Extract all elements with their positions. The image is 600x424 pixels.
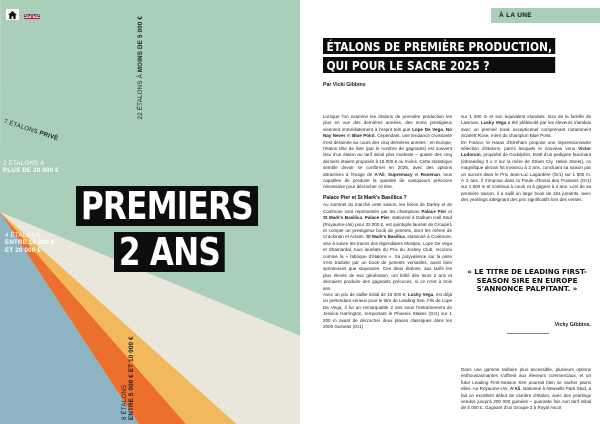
- article-column-1: [323, 114, 452, 414]
- slice-label-7: 7 ÉTALONS PRIVÉ: [2, 118, 60, 143]
- home-button[interactable]: [6, 9, 19, 20]
- headline-line-1: ÉTALONS DE PREMIÈRE PRODUCTION,: [323, 38, 555, 54]
- paragraph: Lorsque l'on examine les étalons de première production les plus en vue des dernières années, des noms prestigieux viennent immédiatement à l'esprit tels que Lope De Vega, No Nay Never et Blue Point. Cependant, une tendance croissante s'est dessinée au cours des cinq dernières années : en Europe, l'étalon tête de liste (par le nombre de gagnants) est souvent issu d'un étalon au tarif initial plus modeste – quatre des cinq derniers étaient proposés à 15 000 € ou moins. Cette statistique semble devoir se confirmer en 2025, avec des options attractives à l'image de A'Ali, Supremacy et Rosenan, tous capables de produire la quantité de vainqueurs précoces nécessaire pour décrocher ce titre.: [323, 114, 452, 190]
- headline-line-2: QUI POUR LE SACRE 2025 ?: [323, 57, 555, 73]
- paragraph: Au sommet du marché cette saison, les héros de Darley et de Coolmore sont représentés par les champions Palace Pier et St Mark's Basilica. Palace Pier, stationné à Dalham Hall Stud (Royaume-Uni) pour 32 000 £, est quintuple lauréat de Groupe1 et compte un prestigieux book de juments, dont les mères de Crackman et Aclaim. St Mark's Basilica, stationné à Coolmore, vise à suivre les traces des légendaires Montjeu, Lope De Vega et Shamardal, tous lauréats du Prix du Jockey Club, reconnu comme la « fabrique d'étalons ». Sa polyvalence sur la piste s'est traduite par un book de juments versatiles, aussi bien sprinteuses que stayeuses. Ces deux étalons, aux tarifs les plus élevés de leur génération, ont brillé dès leurs 2 ans et devraient produire des gagnants précoces, si ce n'est à trois ans.: [323, 202, 452, 291]
- language-button[interactable]: [24, 10, 40, 19]
- paragraph: En France, le Haras d'Etreham propose une impressionnante sélection d'étalons, parmi lesquels le nouveau venu Victor Ludorum, propriété de Godolphin. Doté d'un pedigree fascinant (inbreeding 3 x 3 sur la mère de Street Cry, Helen Street), ce magnifique alezan fut invaincu à 2 ans, concluant sa saison par un succès dans le Prix Jean-Luc Lagardère (Gr1) sur 1 600 m. À 3 ans, il s'imposa dans la Poule d'Essai des Poulains (Gr1) sur 1 600 m et continua à courir et à gagner à 4 ans. Lors de sa première saison, il a sailli un large book de 154 juments, avec des yearlings atteignant des prix significatifs lors des ventes.: [461, 139, 591, 203]
- slice-label-8: 8 ÉTALONS ENTRE 5 000 € ET 10 000 €: [121, 336, 135, 420]
- slice-label-22: 22 ÉTALONS À MOINS DE 5 000 €: [137, 16, 144, 120]
- title-line-2: 2 ANS: [114, 232, 225, 272]
- right-page: [300, 0, 600, 424]
- section-tag: À LA UNE: [491, 8, 600, 23]
- chart-title: [76, 186, 298, 272]
- paragraph: sur 1 600 m et son équivalent irlandais. Issu de la famille de Lawman, Lucky Vega a été plébiscité par les éleveurs irlandais avec un premier book exceptionnel comprenant notamment Scarlett Rose, mère du champion Blue Point.: [461, 114, 591, 139]
- home-icon: [8, 11, 17, 19]
- byline: Par Vicki Gibbins: [323, 82, 366, 88]
- title-line-1: PREMIERS: [76, 186, 258, 226]
- uk-flag-icon: [24, 14, 40, 19]
- paragraph: Dans une gamme tarifaire plus accessible, plusieurs options enthousiasmantes s'offrent aux éleveurs commerciaux, et un futur Leading First-Season Sire pourrait bien se cacher parmi elles. Au Royaume-Uni, A'Ali, stationné à Newsells Park Stud, a fait un excellent début de carrière d'étalon, avec des yearlings vendus jusqu'à 200 000 guinées – quarante fois son tarif initial de 5 000 £. Gagnant d'un Groupe 2 à Royal Ascot: [461, 367, 591, 411]
- article-column-3: [461, 367, 591, 421]
- quote-author: Vicky Gibbins.: [554, 322, 591, 328]
- slice-label-4: 4 ÉTALONS ENTRE 10 000 € ET 20 000 €: [5, 232, 55, 254]
- pull-quote: « LE TITRE DE LEADING FIRST-SEASON SIRE EN EUROPE S'ANNONCE PALPITANT. »: [467, 267, 587, 294]
- article-column-2: [461, 114, 591, 264]
- article-headline: [323, 38, 593, 73]
- subheading: Palace Pier et St Mark's Basillica ?: [323, 194, 407, 201]
- slice-label-2: 2 ÉTALONS À PLUS DE 20 000 €: [3, 160, 59, 175]
- quote-divider: [507, 333, 549, 334]
- paragraph: Avec un prix de saillie initial de 15 000 €, Lucky Vega, est déjà un prétendant sérieux pour le titre de Leading Sire. Fils de Lope De Vega, il fut un remarquable 2 ans sous l'entraînement de Jessica Harrington, remportant le Phoenix Stakes (Gr1) sur 1 200 m avant de décrocher deux places classiques dans les 2000 Guineas (Gr1): [323, 291, 452, 329]
